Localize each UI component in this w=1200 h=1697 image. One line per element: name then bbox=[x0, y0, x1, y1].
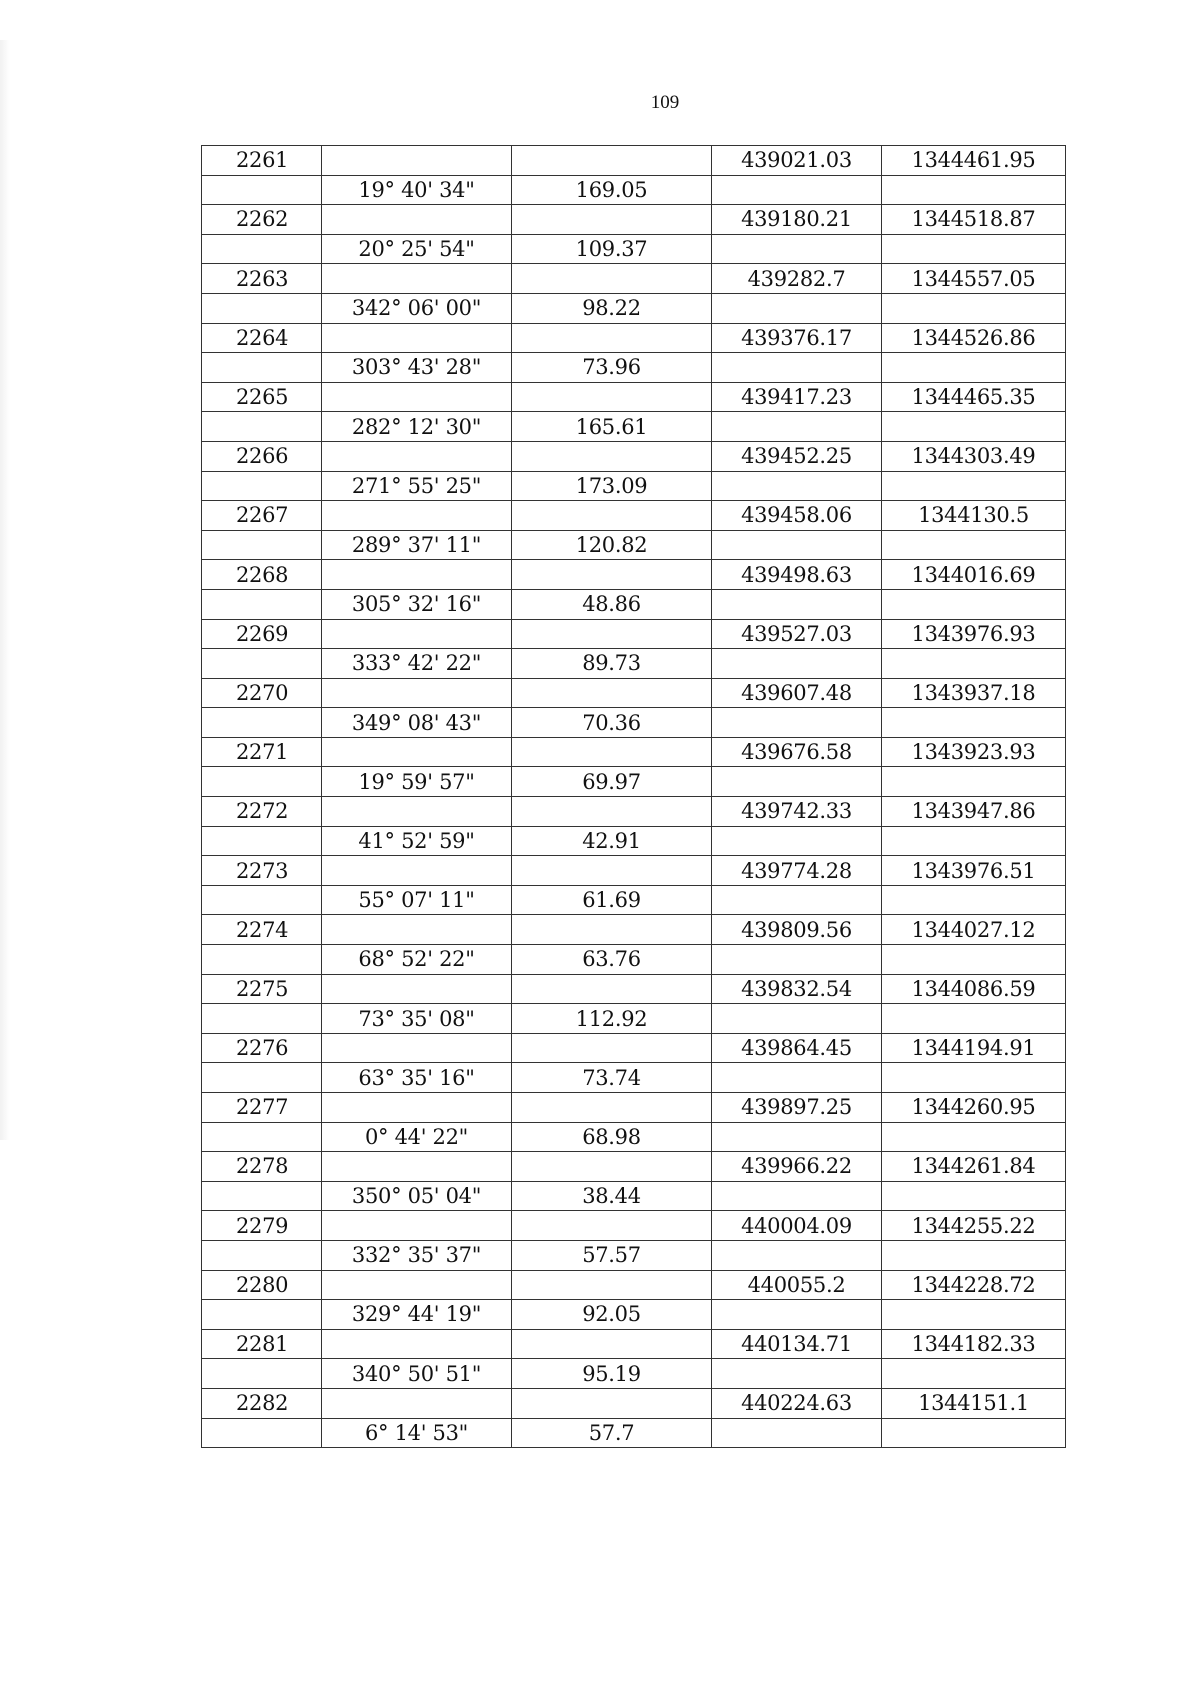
empty-cell bbox=[712, 1004, 882, 1034]
empty-cell bbox=[322, 1211, 512, 1241]
bearing-cell: 0° 44' 22" bbox=[322, 1122, 512, 1152]
course-row bbox=[202, 885, 1066, 915]
empty-cell bbox=[322, 501, 512, 531]
empty-cell bbox=[712, 471, 882, 501]
course-row bbox=[202, 353, 1066, 383]
empty-cell bbox=[512, 1270, 712, 1300]
northing-cell: 1344182.33 bbox=[882, 1329, 1066, 1359]
station-row bbox=[202, 501, 1066, 531]
empty-cell bbox=[202, 530, 322, 560]
course-row bbox=[202, 1122, 1066, 1152]
bearing-cell: 73° 35' 08" bbox=[322, 1004, 512, 1034]
empty-cell bbox=[202, 1063, 322, 1093]
station-cell: 2279 bbox=[202, 1211, 322, 1241]
empty-cell bbox=[882, 945, 1066, 975]
empty-cell bbox=[322, 560, 512, 590]
distance-cell: 61.69 bbox=[512, 885, 712, 915]
course-row bbox=[202, 1004, 1066, 1034]
easting-cell: 439966.22 bbox=[712, 1152, 882, 1182]
distance-cell: 92.05 bbox=[512, 1300, 712, 1330]
empty-cell bbox=[712, 1418, 882, 1448]
empty-cell bbox=[882, 1004, 1066, 1034]
northing-cell: 1343923.93 bbox=[882, 737, 1066, 767]
course-row bbox=[202, 471, 1066, 501]
distance-cell: 63.76 bbox=[512, 945, 712, 975]
station-cell: 2276 bbox=[202, 1033, 322, 1063]
empty-cell bbox=[512, 1388, 712, 1418]
empty-cell bbox=[882, 826, 1066, 856]
course-row bbox=[202, 1063, 1066, 1093]
northing-cell: 1344518.87 bbox=[882, 205, 1066, 235]
course-row bbox=[202, 589, 1066, 619]
station-cell: 2273 bbox=[202, 856, 322, 886]
station-row bbox=[202, 856, 1066, 886]
northing-cell: 1344526.86 bbox=[882, 323, 1066, 353]
station-row bbox=[202, 1388, 1066, 1418]
empty-cell bbox=[322, 678, 512, 708]
bearing-cell: 332° 35' 37" bbox=[322, 1240, 512, 1270]
station-cell: 2267 bbox=[202, 501, 322, 531]
empty-cell bbox=[202, 293, 322, 323]
empty-cell bbox=[512, 915, 712, 945]
empty-cell bbox=[202, 234, 322, 264]
empty-cell bbox=[712, 1359, 882, 1389]
empty-cell bbox=[202, 708, 322, 738]
empty-cell bbox=[712, 826, 882, 856]
distance-cell: 112.92 bbox=[512, 1004, 712, 1034]
station-cell: 2269 bbox=[202, 619, 322, 649]
empty-cell bbox=[202, 649, 322, 679]
empty-cell bbox=[322, 1152, 512, 1182]
station-row bbox=[202, 382, 1066, 412]
course-row bbox=[202, 175, 1066, 205]
empty-cell bbox=[712, 589, 882, 619]
empty-cell bbox=[712, 175, 882, 205]
station-cell: 2280 bbox=[202, 1270, 322, 1300]
bearing-cell: 340° 50' 51" bbox=[322, 1359, 512, 1389]
empty-cell bbox=[882, 708, 1066, 738]
easting-cell: 439021.03 bbox=[712, 146, 882, 176]
empty-cell bbox=[202, 1418, 322, 1448]
empty-cell bbox=[512, 264, 712, 294]
station-cell: 2270 bbox=[202, 678, 322, 708]
empty-cell bbox=[512, 1033, 712, 1063]
empty-cell bbox=[882, 1300, 1066, 1330]
empty-cell bbox=[512, 501, 712, 531]
bearing-cell: 333° 42' 22" bbox=[322, 649, 512, 679]
distance-cell: 69.97 bbox=[512, 767, 712, 797]
empty-cell bbox=[712, 1300, 882, 1330]
empty-cell bbox=[202, 885, 322, 915]
distance-cell: 70.36 bbox=[512, 708, 712, 738]
distance-cell: 38.44 bbox=[512, 1181, 712, 1211]
easting-cell: 439897.25 bbox=[712, 1093, 882, 1123]
bearing-cell: 20° 25' 54" bbox=[322, 234, 512, 264]
distance-cell: 57.7 bbox=[512, 1418, 712, 1448]
course-row bbox=[202, 1359, 1066, 1389]
empty-cell bbox=[882, 1122, 1066, 1152]
easting-cell: 440134.71 bbox=[712, 1329, 882, 1359]
empty-cell bbox=[712, 412, 882, 442]
easting-cell: 439527.03 bbox=[712, 619, 882, 649]
empty-cell bbox=[512, 441, 712, 471]
distance-cell: 98.22 bbox=[512, 293, 712, 323]
empty-cell bbox=[322, 915, 512, 945]
northing-cell: 1344461.95 bbox=[882, 146, 1066, 176]
station-cell: 2271 bbox=[202, 737, 322, 767]
bearing-cell: 68° 52' 22" bbox=[322, 945, 512, 975]
empty-cell bbox=[512, 1329, 712, 1359]
station-row bbox=[202, 264, 1066, 294]
distance-cell: 109.37 bbox=[512, 234, 712, 264]
bearing-cell: 55° 07' 11" bbox=[322, 885, 512, 915]
station-row bbox=[202, 323, 1066, 353]
bearing-cell: 6° 14' 53" bbox=[322, 1418, 512, 1448]
northing-cell: 1344261.84 bbox=[882, 1152, 1066, 1182]
empty-cell bbox=[882, 471, 1066, 501]
empty-cell bbox=[322, 323, 512, 353]
bearing-cell: 349° 08' 43" bbox=[322, 708, 512, 738]
easting-cell: 440055.2 bbox=[712, 1270, 882, 1300]
empty-cell bbox=[322, 1388, 512, 1418]
empty-cell bbox=[322, 797, 512, 827]
empty-cell bbox=[322, 441, 512, 471]
empty-cell bbox=[882, 1418, 1066, 1448]
station-cell: 2261 bbox=[202, 146, 322, 176]
northing-cell: 1344260.95 bbox=[882, 1093, 1066, 1123]
station-row bbox=[202, 915, 1066, 945]
station-row bbox=[202, 797, 1066, 827]
northing-cell: 1344465.35 bbox=[882, 382, 1066, 412]
empty-cell bbox=[512, 205, 712, 235]
empty-cell bbox=[202, 353, 322, 383]
empty-cell bbox=[712, 1122, 882, 1152]
empty-cell bbox=[322, 382, 512, 412]
distance-cell: 169.05 bbox=[512, 175, 712, 205]
easting-cell: 439376.17 bbox=[712, 323, 882, 353]
empty-cell bbox=[512, 1152, 712, 1182]
empty-cell bbox=[882, 234, 1066, 264]
easting-cell: 439832.54 bbox=[712, 974, 882, 1004]
station-row bbox=[202, 974, 1066, 1004]
empty-cell bbox=[512, 797, 712, 827]
station-cell: 2281 bbox=[202, 1329, 322, 1359]
empty-cell bbox=[202, 175, 322, 205]
northing-cell: 1343976.93 bbox=[882, 619, 1066, 649]
empty-cell bbox=[512, 560, 712, 590]
empty-cell bbox=[712, 1240, 882, 1270]
empty-cell bbox=[322, 1033, 512, 1063]
bearing-cell: 303° 43' 28" bbox=[322, 353, 512, 383]
northing-cell: 1344228.72 bbox=[882, 1270, 1066, 1300]
bearing-cell: 305° 32' 16" bbox=[322, 589, 512, 619]
bearing-cell: 19° 59' 57" bbox=[322, 767, 512, 797]
empty-cell bbox=[512, 1093, 712, 1123]
easting-cell: 439774.28 bbox=[712, 856, 882, 886]
empty-cell bbox=[322, 264, 512, 294]
empty-cell bbox=[712, 234, 882, 264]
empty-cell bbox=[712, 767, 882, 797]
empty-cell bbox=[202, 1122, 322, 1152]
easting-cell: 439742.33 bbox=[712, 797, 882, 827]
easting-cell: 439452.25 bbox=[712, 441, 882, 471]
station-cell: 2277 bbox=[202, 1093, 322, 1123]
empty-cell bbox=[202, 471, 322, 501]
empty-cell bbox=[322, 856, 512, 886]
distance-cell: 120.82 bbox=[512, 530, 712, 560]
station-row bbox=[202, 1270, 1066, 1300]
empty-cell bbox=[512, 382, 712, 412]
distance-cell: 57.57 bbox=[512, 1240, 712, 1270]
easting-cell: 439180.21 bbox=[712, 205, 882, 235]
station-row bbox=[202, 678, 1066, 708]
course-row bbox=[202, 826, 1066, 856]
station-row bbox=[202, 560, 1066, 590]
empty-cell bbox=[512, 974, 712, 1004]
empty-cell bbox=[882, 1359, 1066, 1389]
bearing-cell: 19° 40' 34" bbox=[322, 175, 512, 205]
easting-cell: 439417.23 bbox=[712, 382, 882, 412]
northing-cell: 1344027.12 bbox=[882, 915, 1066, 945]
easting-cell: 439809.56 bbox=[712, 915, 882, 945]
empty-cell bbox=[882, 530, 1066, 560]
empty-cell bbox=[882, 353, 1066, 383]
empty-cell bbox=[712, 945, 882, 975]
station-cell: 2275 bbox=[202, 974, 322, 1004]
table-body bbox=[202, 146, 1066, 1448]
course-row bbox=[202, 412, 1066, 442]
northing-cell: 1344255.22 bbox=[882, 1211, 1066, 1241]
course-row bbox=[202, 1300, 1066, 1330]
station-cell: 2265 bbox=[202, 382, 322, 412]
northing-cell: 1344557.05 bbox=[882, 264, 1066, 294]
station-cell: 2282 bbox=[202, 1388, 322, 1418]
northing-cell: 1344194.91 bbox=[882, 1033, 1066, 1063]
empty-cell bbox=[882, 175, 1066, 205]
empty-cell bbox=[882, 589, 1066, 619]
northing-cell: 1344303.49 bbox=[882, 441, 1066, 471]
easting-cell: 439676.58 bbox=[712, 737, 882, 767]
empty-cell bbox=[712, 293, 882, 323]
station-row bbox=[202, 1033, 1066, 1063]
empty-cell bbox=[512, 146, 712, 176]
empty-cell bbox=[322, 619, 512, 649]
northing-cell: 1344016.69 bbox=[882, 560, 1066, 590]
distance-cell: 95.19 bbox=[512, 1359, 712, 1389]
empty-cell bbox=[202, 1300, 322, 1330]
empty-cell bbox=[512, 619, 712, 649]
station-cell: 2278 bbox=[202, 1152, 322, 1182]
distance-cell: 73.96 bbox=[512, 353, 712, 383]
bearing-cell: 63° 35' 16" bbox=[322, 1063, 512, 1093]
empty-cell bbox=[322, 1093, 512, 1123]
northing-cell: 1344130.5 bbox=[882, 501, 1066, 531]
distance-cell: 42.91 bbox=[512, 826, 712, 856]
empty-cell bbox=[322, 205, 512, 235]
bearing-cell: 350° 05' 04" bbox=[322, 1181, 512, 1211]
course-row bbox=[202, 708, 1066, 738]
empty-cell bbox=[202, 412, 322, 442]
bearing-cell: 342° 06' 00" bbox=[322, 293, 512, 323]
easting-cell: 439607.48 bbox=[712, 678, 882, 708]
course-row bbox=[202, 1181, 1066, 1211]
easting-cell: 440224.63 bbox=[712, 1388, 882, 1418]
easting-cell: 439282.7 bbox=[712, 264, 882, 294]
survey-coordinates-table bbox=[201, 145, 1066, 1448]
northing-cell: 1343937.18 bbox=[882, 678, 1066, 708]
empty-cell bbox=[512, 678, 712, 708]
bearing-cell: 282° 12' 30" bbox=[322, 412, 512, 442]
empty-cell bbox=[712, 353, 882, 383]
empty-cell bbox=[882, 885, 1066, 915]
distance-cell: 73.74 bbox=[512, 1063, 712, 1093]
empty-cell bbox=[512, 737, 712, 767]
empty-cell bbox=[202, 1181, 322, 1211]
empty-cell bbox=[882, 767, 1066, 797]
station-row bbox=[202, 619, 1066, 649]
empty-cell bbox=[882, 1063, 1066, 1093]
course-row bbox=[202, 293, 1066, 323]
empty-cell bbox=[202, 1240, 322, 1270]
course-row bbox=[202, 767, 1066, 797]
empty-cell bbox=[712, 1181, 882, 1211]
empty-cell bbox=[882, 293, 1066, 323]
course-row bbox=[202, 649, 1066, 679]
empty-cell bbox=[512, 856, 712, 886]
empty-cell bbox=[712, 649, 882, 679]
empty-cell bbox=[322, 737, 512, 767]
station-row bbox=[202, 737, 1066, 767]
easting-cell: 439498.63 bbox=[712, 560, 882, 590]
empty-cell bbox=[712, 1063, 882, 1093]
northing-cell: 1344151.1 bbox=[882, 1388, 1066, 1418]
scan-edge-shading bbox=[0, 40, 10, 1140]
empty-cell bbox=[202, 589, 322, 619]
empty-cell bbox=[512, 323, 712, 353]
northing-cell: 1344086.59 bbox=[882, 974, 1066, 1004]
empty-cell bbox=[882, 1240, 1066, 1270]
empty-cell bbox=[202, 826, 322, 856]
empty-cell bbox=[322, 974, 512, 1004]
bearing-cell: 271° 55' 25" bbox=[322, 471, 512, 501]
course-row bbox=[202, 945, 1066, 975]
station-row bbox=[202, 1093, 1066, 1123]
page-number: 109 bbox=[650, 92, 680, 113]
course-row bbox=[202, 1418, 1066, 1448]
distance-cell: 89.73 bbox=[512, 649, 712, 679]
empty-cell bbox=[712, 885, 882, 915]
station-row bbox=[202, 1152, 1066, 1182]
course-row bbox=[202, 1240, 1066, 1270]
station-cell: 2272 bbox=[202, 797, 322, 827]
station-row bbox=[202, 1211, 1066, 1241]
station-cell: 2262 bbox=[202, 205, 322, 235]
empty-cell bbox=[882, 1181, 1066, 1211]
empty-cell bbox=[322, 1329, 512, 1359]
easting-cell: 439458.06 bbox=[712, 501, 882, 531]
distance-cell: 173.09 bbox=[512, 471, 712, 501]
empty-cell bbox=[202, 1359, 322, 1389]
course-row bbox=[202, 234, 1066, 264]
station-row bbox=[202, 1329, 1066, 1359]
course-row bbox=[202, 530, 1066, 560]
distance-cell: 48.86 bbox=[512, 589, 712, 619]
bearing-cell: 41° 52' 59" bbox=[322, 826, 512, 856]
empty-cell bbox=[202, 767, 322, 797]
station-cell: 2268 bbox=[202, 560, 322, 590]
station-row bbox=[202, 146, 1066, 176]
station-row bbox=[202, 441, 1066, 471]
station-cell: 2264 bbox=[202, 323, 322, 353]
station-cell: 2263 bbox=[202, 264, 322, 294]
empty-cell bbox=[512, 1211, 712, 1241]
station-row bbox=[202, 205, 1066, 235]
distance-cell: 68.98 bbox=[512, 1122, 712, 1152]
empty-cell bbox=[882, 649, 1066, 679]
station-cell: 2274 bbox=[202, 915, 322, 945]
empty-cell bbox=[882, 412, 1066, 442]
easting-cell: 439864.45 bbox=[712, 1033, 882, 1063]
easting-cell: 440004.09 bbox=[712, 1211, 882, 1241]
distance-cell: 165.61 bbox=[512, 412, 712, 442]
empty-cell bbox=[202, 1004, 322, 1034]
bearing-cell: 329° 44' 19" bbox=[322, 1300, 512, 1330]
empty-cell bbox=[322, 146, 512, 176]
empty-cell bbox=[712, 530, 882, 560]
empty-cell bbox=[322, 1270, 512, 1300]
bearing-cell: 289° 37' 11" bbox=[322, 530, 512, 560]
empty-cell bbox=[202, 945, 322, 975]
station-cell: 2266 bbox=[202, 441, 322, 471]
northing-cell: 1343947.86 bbox=[882, 797, 1066, 827]
northing-cell: 1343976.51 bbox=[882, 856, 1066, 886]
empty-cell bbox=[712, 708, 882, 738]
